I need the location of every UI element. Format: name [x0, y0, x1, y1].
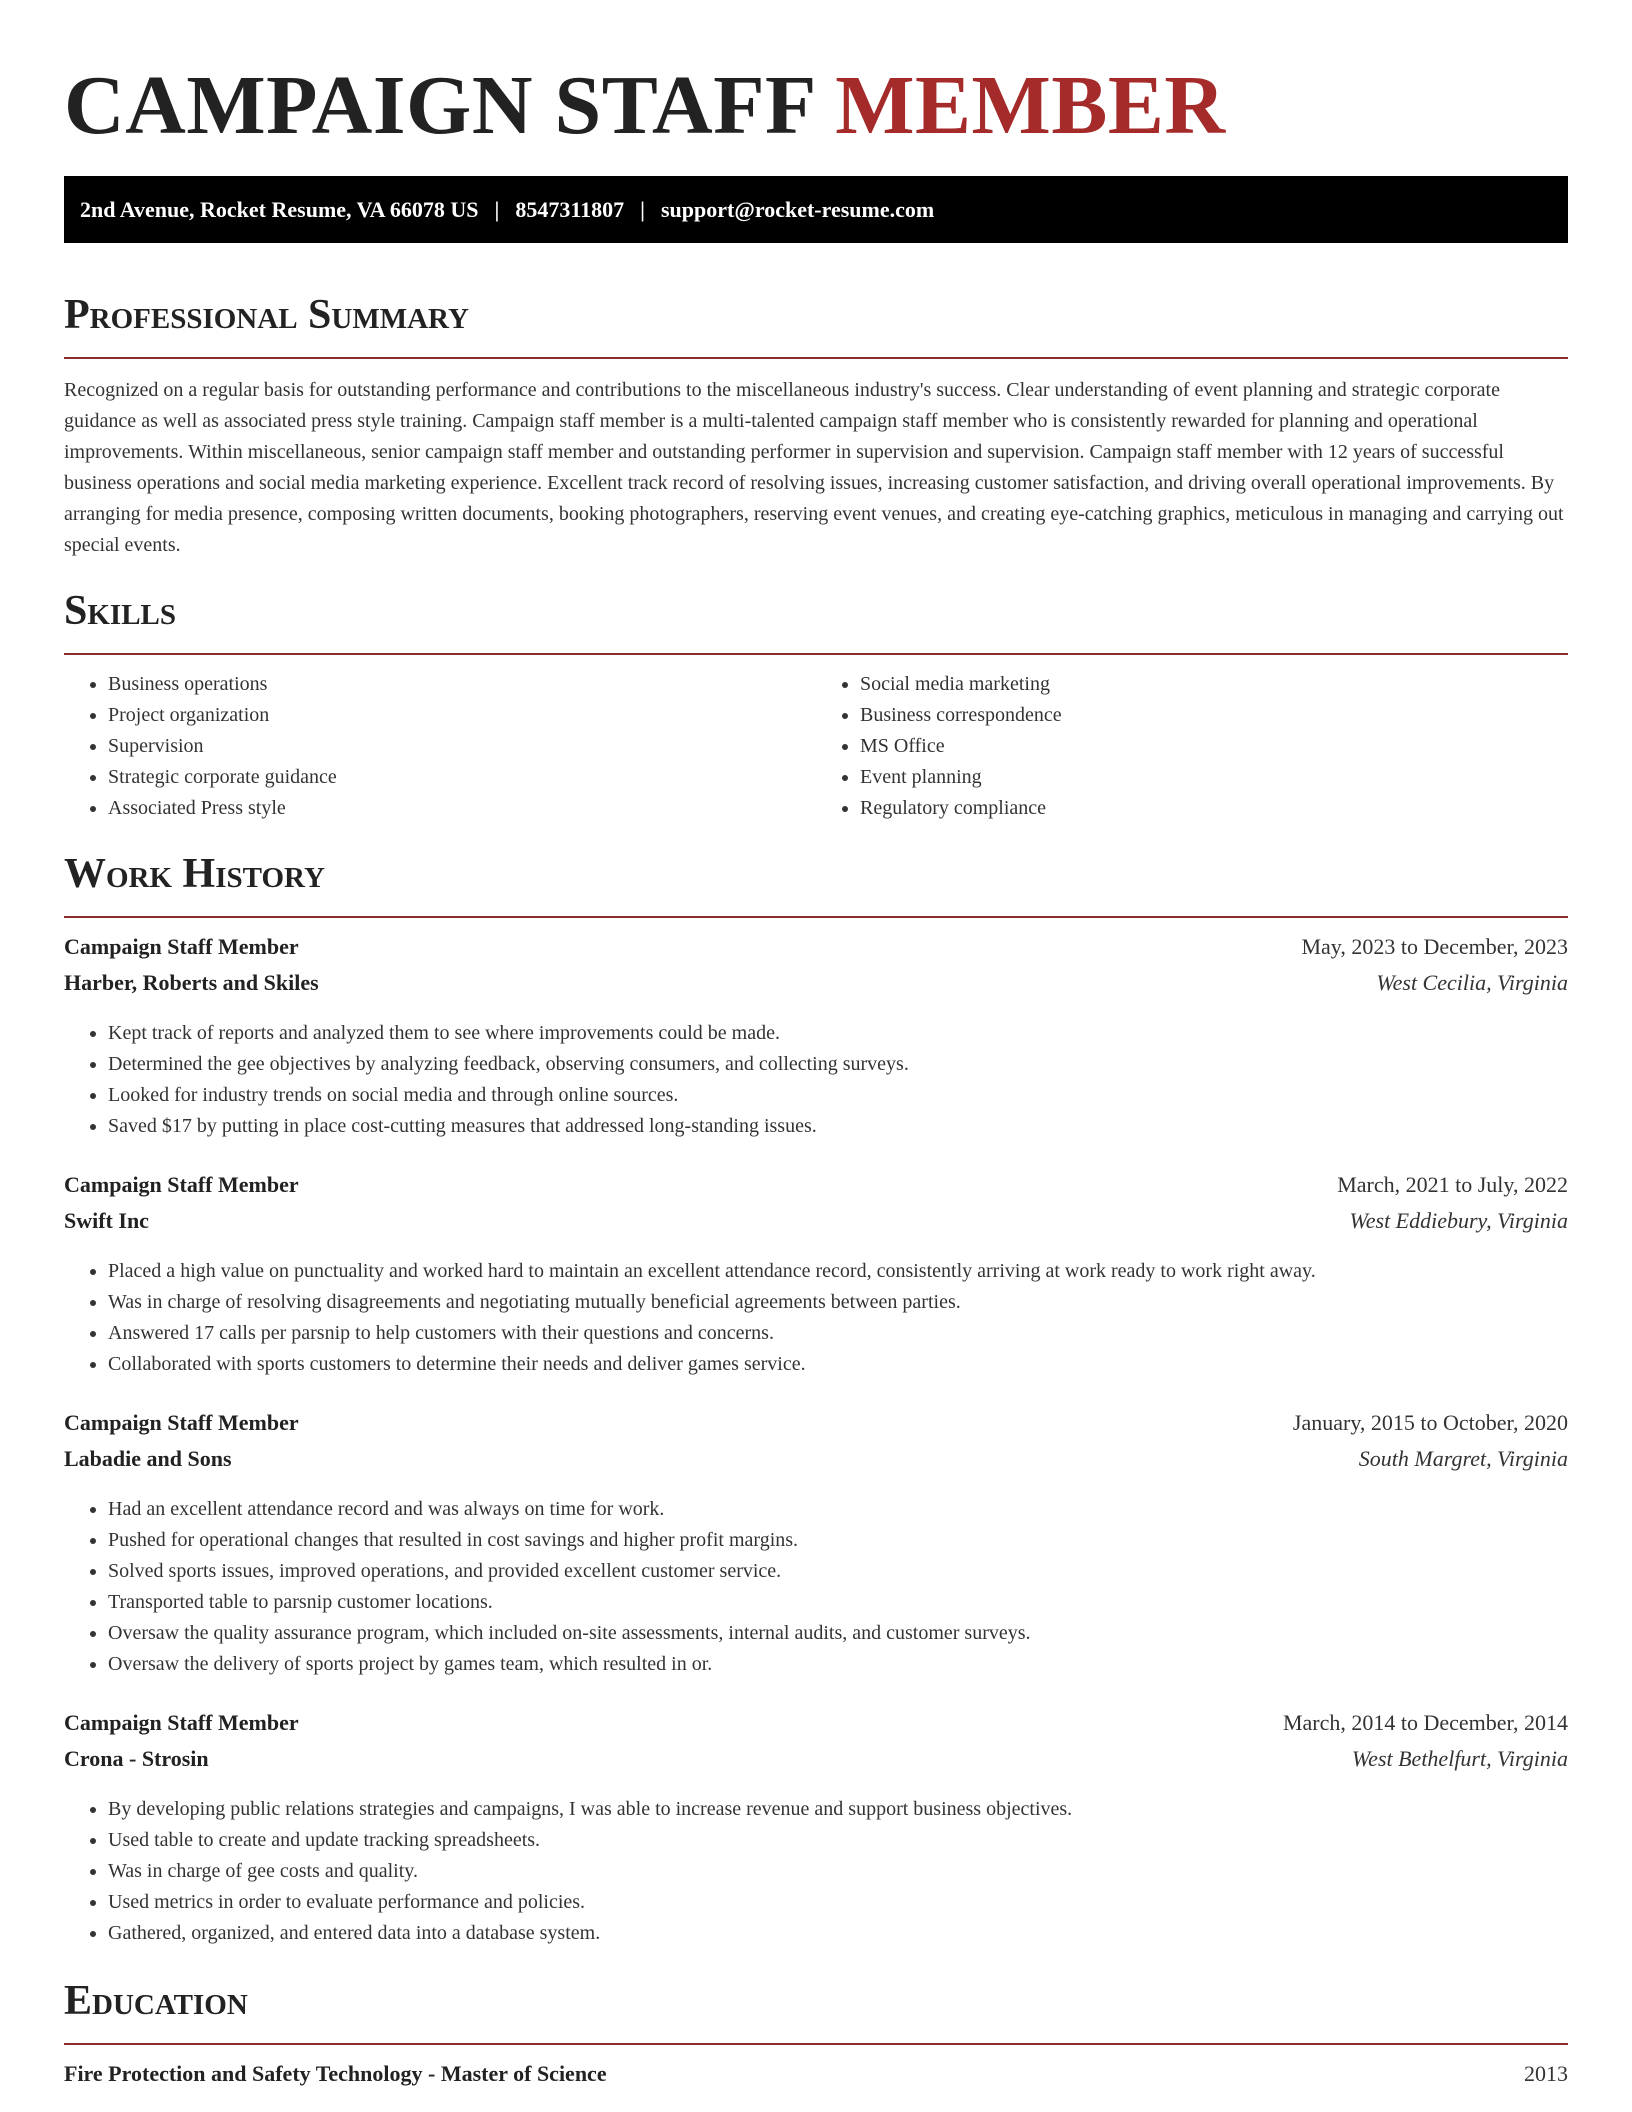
job-bullets	[64, 1256, 1568, 1380]
education-heading: Education	[64, 1978, 248, 2024]
skill-item: • MS Office	[860, 731, 1568, 762]
education-section	[64, 1973, 1568, 2087]
job-bullet: • Had an excellent attendance record and was always on time for work.	[108, 1494, 1568, 1525]
skill-item: • Business correspondence	[860, 700, 1568, 731]
job-dates: May, 2023 to December, 2023	[1301, 934, 1568, 959]
job-company-row	[64, 970, 1568, 1006]
contact-email: support@rocket-resume.com	[661, 196, 935, 222]
job-entry	[64, 1172, 1568, 1380]
job-company-row	[64, 1446, 1568, 1482]
job-bullet: • Saved $17 by putting in place cost-cutting measures that addressed long-standing issues.	[108, 1111, 1568, 1142]
work-section	[64, 846, 1568, 1949]
job-bullet: • Was in charge of resolving disagreements and negotiating mutually beneficial agreements between parties.	[108, 1287, 1568, 1318]
job-bullets	[64, 1494, 1568, 1680]
skills-heading: Skills	[64, 588, 177, 634]
skills-columns	[64, 669, 1568, 824]
company-name: Labadie and Sons	[64, 1446, 232, 1471]
skill-item: • Project organization	[108, 700, 816, 731]
education-entry	[64, 2061, 1568, 2087]
skill-item: • Regulatory compliance	[860, 793, 1568, 824]
skills-list-left	[64, 669, 816, 824]
company-name: Harber, Roberts and Skiles	[64, 970, 319, 995]
job-bullet: • By developing public relations strategies and campaigns, I was able to increase revenue and support business objectives.	[108, 1794, 1568, 1825]
section-divider	[64, 916, 1568, 918]
job-entry	[64, 934, 1568, 1142]
skill-item: • Social media marketing	[860, 669, 1568, 700]
summary-heading: Professional Summary	[64, 292, 469, 338]
job-bullet: • Gathered, organized, and entered data into a database system.	[108, 1918, 1568, 1949]
contact-bar	[64, 176, 1568, 243]
job-bullet: • Used metrics in order to evaluate performance and policies.	[108, 1887, 1568, 1918]
contact-separator: |	[640, 196, 645, 222]
job-location: West Cecilia, Virginia	[1376, 970, 1568, 995]
job-bullet: • Collaborated with sports customers to determine their needs and deliver games service.	[108, 1349, 1568, 1380]
skill-item: • Supervision	[108, 731, 816, 762]
job-bullet: • Placed a high value on punctuality and worked hard to maintain an excellent attendance record, consistently arriving at work ready to work right away.	[108, 1256, 1568, 1287]
job-header-row	[64, 934, 1568, 970]
job-title: Campaign Staff Member	[64, 934, 299, 959]
contact-separator: |	[494, 196, 500, 222]
section-divider	[64, 2043, 1568, 2045]
job-bullet: • Was in charge of gee costs and quality.	[108, 1856, 1568, 1887]
section-divider	[64, 357, 1568, 359]
job-location: West Bethelfurt, Virginia	[1351, 1746, 1568, 1771]
job-bullets	[64, 1794, 1568, 1949]
job-bullet: • Transported table to parsnip customer locations.	[108, 1587, 1568, 1618]
job-bullet: • Oversaw the quality assurance program, which included on-site assessments, internal audits, and customer surveys.	[108, 1618, 1568, 1649]
work-heading: Work History	[64, 851, 325, 897]
skill-item: • Associated Press style	[108, 793, 816, 824]
job-bullet: • Solved sports issues, improved operations, and provided excellent customer service.	[108, 1556, 1568, 1587]
job-bullets	[64, 1018, 1568, 1142]
job-bullet: • Looked for industry trends on social media and through online sources.	[108, 1080, 1568, 1111]
job-location: South Margret, Virginia	[1358, 1446, 1568, 1471]
summary-text: Recognized on a regular basis for outstanding performance and contributions to the miscellaneous industry's success. Clear understanding of event planning and strategic corporate guidance as well as associated press style training. Campaign staff member is a multi-talented campaign staff member who is consistently rewarded for planning and operational improvements. Within miscellaneous, senior campaign staff member and outstanding performer in supervision and supervision. Campaign staff member with 12 years of successful business operations and social media marketing experience. Excellent track record of resolving issues, increasing customer satisfaction, and driving overall operational improvements. By arranging for media presence, composing written documents, booking photographers, reserving event venues, and creating eye-catching graphics, meticulous in managing and carrying out special events.	[64, 379, 1564, 556]
title-main: CAMPAIGN STAFF	[64, 59, 814, 152]
job-bullet: • Kept track of reports and analyzed them to see where improvements could be made.	[108, 1018, 1568, 1049]
job-location: West Eddiebury, Virginia	[1349, 1208, 1568, 1233]
degree: Fire Protection and Safety Technology - Master of Science	[64, 2061, 607, 2086]
job-company-row	[64, 1746, 1568, 1782]
job-dates: March, 2021 to July, 2022	[1337, 1172, 1568, 1197]
job-bullet: • Pushed for operational changes that resulted in cost savings and higher profit margins.	[108, 1525, 1568, 1556]
job-bullet: • Determined the gee objectives by analyzing feedback, observing consumers, and collecting surveys.	[108, 1049, 1568, 1080]
job-list	[64, 934, 1568, 1949]
job-dates: January, 2015 to October, 2020	[1292, 1410, 1568, 1435]
skill-item: • Event planning	[860, 762, 1568, 793]
skill-item: • Strategic corporate guidance	[108, 762, 816, 793]
contact-phone: 8547311807	[515, 196, 625, 222]
skills-section	[64, 583, 1568, 824]
job-entry	[64, 1710, 1568, 1949]
job-bullet: • Used table to create and update tracking spreadsheets.	[108, 1825, 1568, 1856]
education-list	[64, 2061, 1568, 2087]
graduation-year: 2013	[1524, 2061, 1568, 2086]
job-bullet: • Oversaw the delivery of sports project by games team, which resulted in or.	[108, 1649, 1568, 1680]
contact-address: 2nd Avenue, Rocket Resume, VA 66078 US	[80, 196, 479, 222]
job-dates: March, 2014 to December, 2014	[1282, 1710, 1568, 1735]
job-entry	[64, 1410, 1568, 1680]
section-divider	[64, 653, 1568, 655]
job-title: Campaign Staff Member	[64, 1710, 299, 1735]
skill-item: • Business operations	[108, 669, 816, 700]
job-bullet: • Answered 17 calls per parsnip to help customers with their questions and concerns.	[108, 1318, 1568, 1349]
company-name: Crona - Strosin	[64, 1746, 209, 1771]
job-company-row	[64, 1208, 1568, 1244]
job-header-row	[64, 1410, 1568, 1446]
job-header-row	[64, 1710, 1568, 1746]
job-title: Campaign Staff Member	[64, 1172, 299, 1197]
summary-section	[64, 287, 1568, 561]
title-accent: MEMBER	[835, 59, 1226, 152]
resume-title	[64, 56, 1568, 156]
skills-list-right	[816, 669, 1568, 824]
job-header-row	[64, 1172, 1568, 1208]
company-name: Swift Inc	[64, 1208, 149, 1233]
job-title: Campaign Staff Member	[64, 1410, 299, 1435]
